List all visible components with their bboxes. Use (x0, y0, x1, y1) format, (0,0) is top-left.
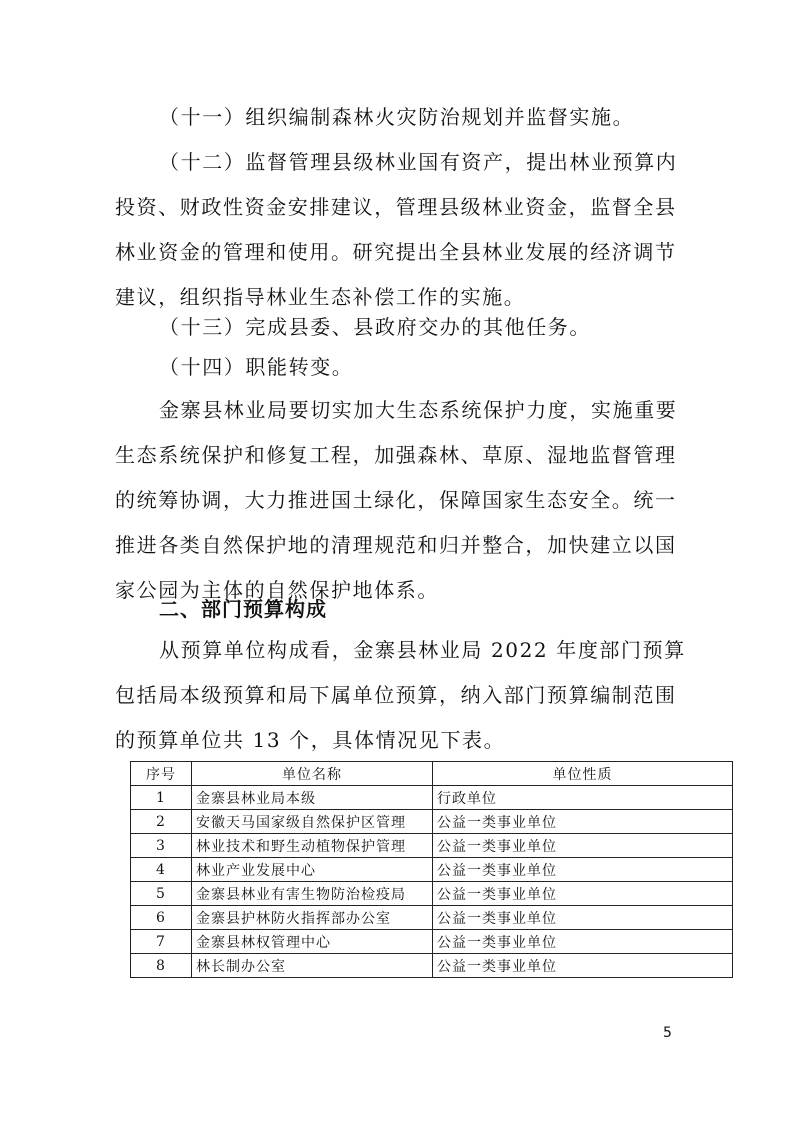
text-line: 投资、财政性资金安排建议，管理县级林业资金，监督全县 (115, 195, 677, 219)
row-number: 4 (131, 858, 192, 882)
row-number: 6 (131, 906, 192, 930)
text-line: 推进各类自然保护地的清理规范和归并整合，加快建立以国 (115, 533, 677, 557)
text-line: （十二）监督管理县级林业国有资产，提出林业预算内 (159, 150, 678, 174)
text-line: 从预算单位构成看，金寨县林业局 2022 年度部门预算 (159, 638, 686, 662)
column-header-unit-type: 单位性质 (433, 762, 733, 786)
unit-type: 公益一类事业单位 (433, 954, 733, 978)
unit-name: 安徽天马国家级自然保护区管理 (192, 810, 433, 834)
row-number: 1 (131, 786, 192, 810)
paragraph-item-12 (115, 140, 685, 320)
unit-type: 公益一类事业单位 (433, 858, 733, 882)
paragraph-function-change (115, 388, 685, 613)
text-line: 生态系统保护和修复工程，加强森林、草原、湿地监督管理 (115, 443, 677, 467)
table-row (131, 954, 733, 978)
text-line: 的统筹协调，大力推进国土绿化，保障国家生态安全。统一 (115, 488, 677, 512)
row-number: 5 (131, 882, 192, 906)
section-heading (115, 587, 685, 632)
row-number: 8 (131, 954, 192, 978)
text-line: 金寨县林业局要切实加大生态系统保护力度，实施重要 (159, 398, 678, 422)
paragraph-item-13 (115, 305, 685, 350)
unit-name: 金寨县林业有害生物防治检疫局 (192, 882, 433, 906)
text-line: 家公园为主体的自然保护地体系。 (115, 578, 439, 602)
unit-type: 行政单位 (433, 786, 733, 810)
section-heading-text: 二、部门预算构成 (159, 597, 327, 621)
table-row (131, 810, 733, 834)
unit-type: 公益一类事业单位 (433, 834, 733, 858)
row-number: 7 (131, 930, 192, 954)
unit-type: 公益一类事业单位 (433, 810, 733, 834)
table-row (131, 930, 733, 954)
unit-name: 林业技术和野生动植物保护管理 (192, 834, 433, 858)
table-row (131, 858, 733, 882)
unit-name: 金寨县林业局本级 (192, 786, 433, 810)
text-line: 的预算单位共 13 个，具体情况见下表。 (115, 728, 506, 752)
table-row (131, 786, 733, 810)
unit-type: 公益一类事业单位 (433, 930, 733, 954)
text-line: （十三）完成县委、县政府交办的其他任务。 (159, 315, 591, 339)
column-header-unit-name: 单位名称 (192, 762, 433, 786)
text-line: 包括局本级预算和局下属单位预算，纳入部门预算编制范围 (115, 683, 677, 707)
row-number: 3 (131, 834, 192, 858)
unit-name: 金寨县护林防火指挥部办公室 (192, 906, 433, 930)
table-row (131, 882, 733, 906)
unit-type: 公益一类事业单位 (433, 882, 733, 906)
paragraph-budget-composition (115, 628, 685, 763)
table-row (131, 834, 733, 858)
page-number: 5 (663, 1025, 672, 1041)
unit-type: 公益一类事业单位 (433, 906, 733, 930)
column-header-number: 序号 (131, 762, 192, 786)
text-line: （十四）职能转变。 (159, 355, 354, 379)
table-row (131, 906, 733, 930)
table-header-row (131, 762, 733, 786)
text-line: （十一）组织编制森林火灾防治规划并监督实施。 (159, 105, 635, 129)
text-line: 林业资金的管理和使用。研究提出全县林业发展的经济调节 (115, 240, 677, 264)
unit-name: 金寨县林权管理中心 (192, 930, 433, 954)
paragraph-item-11 (115, 95, 685, 140)
row-number: 2 (131, 810, 192, 834)
unit-name: 林长制办公室 (192, 954, 433, 978)
paragraph-item-14 (115, 345, 685, 390)
text-line: 建议，组织指导林业生态补偿工作的实施。 (115, 285, 526, 309)
budget-units-table (130, 761, 733, 978)
unit-name: 林业产业发展中心 (192, 858, 433, 882)
